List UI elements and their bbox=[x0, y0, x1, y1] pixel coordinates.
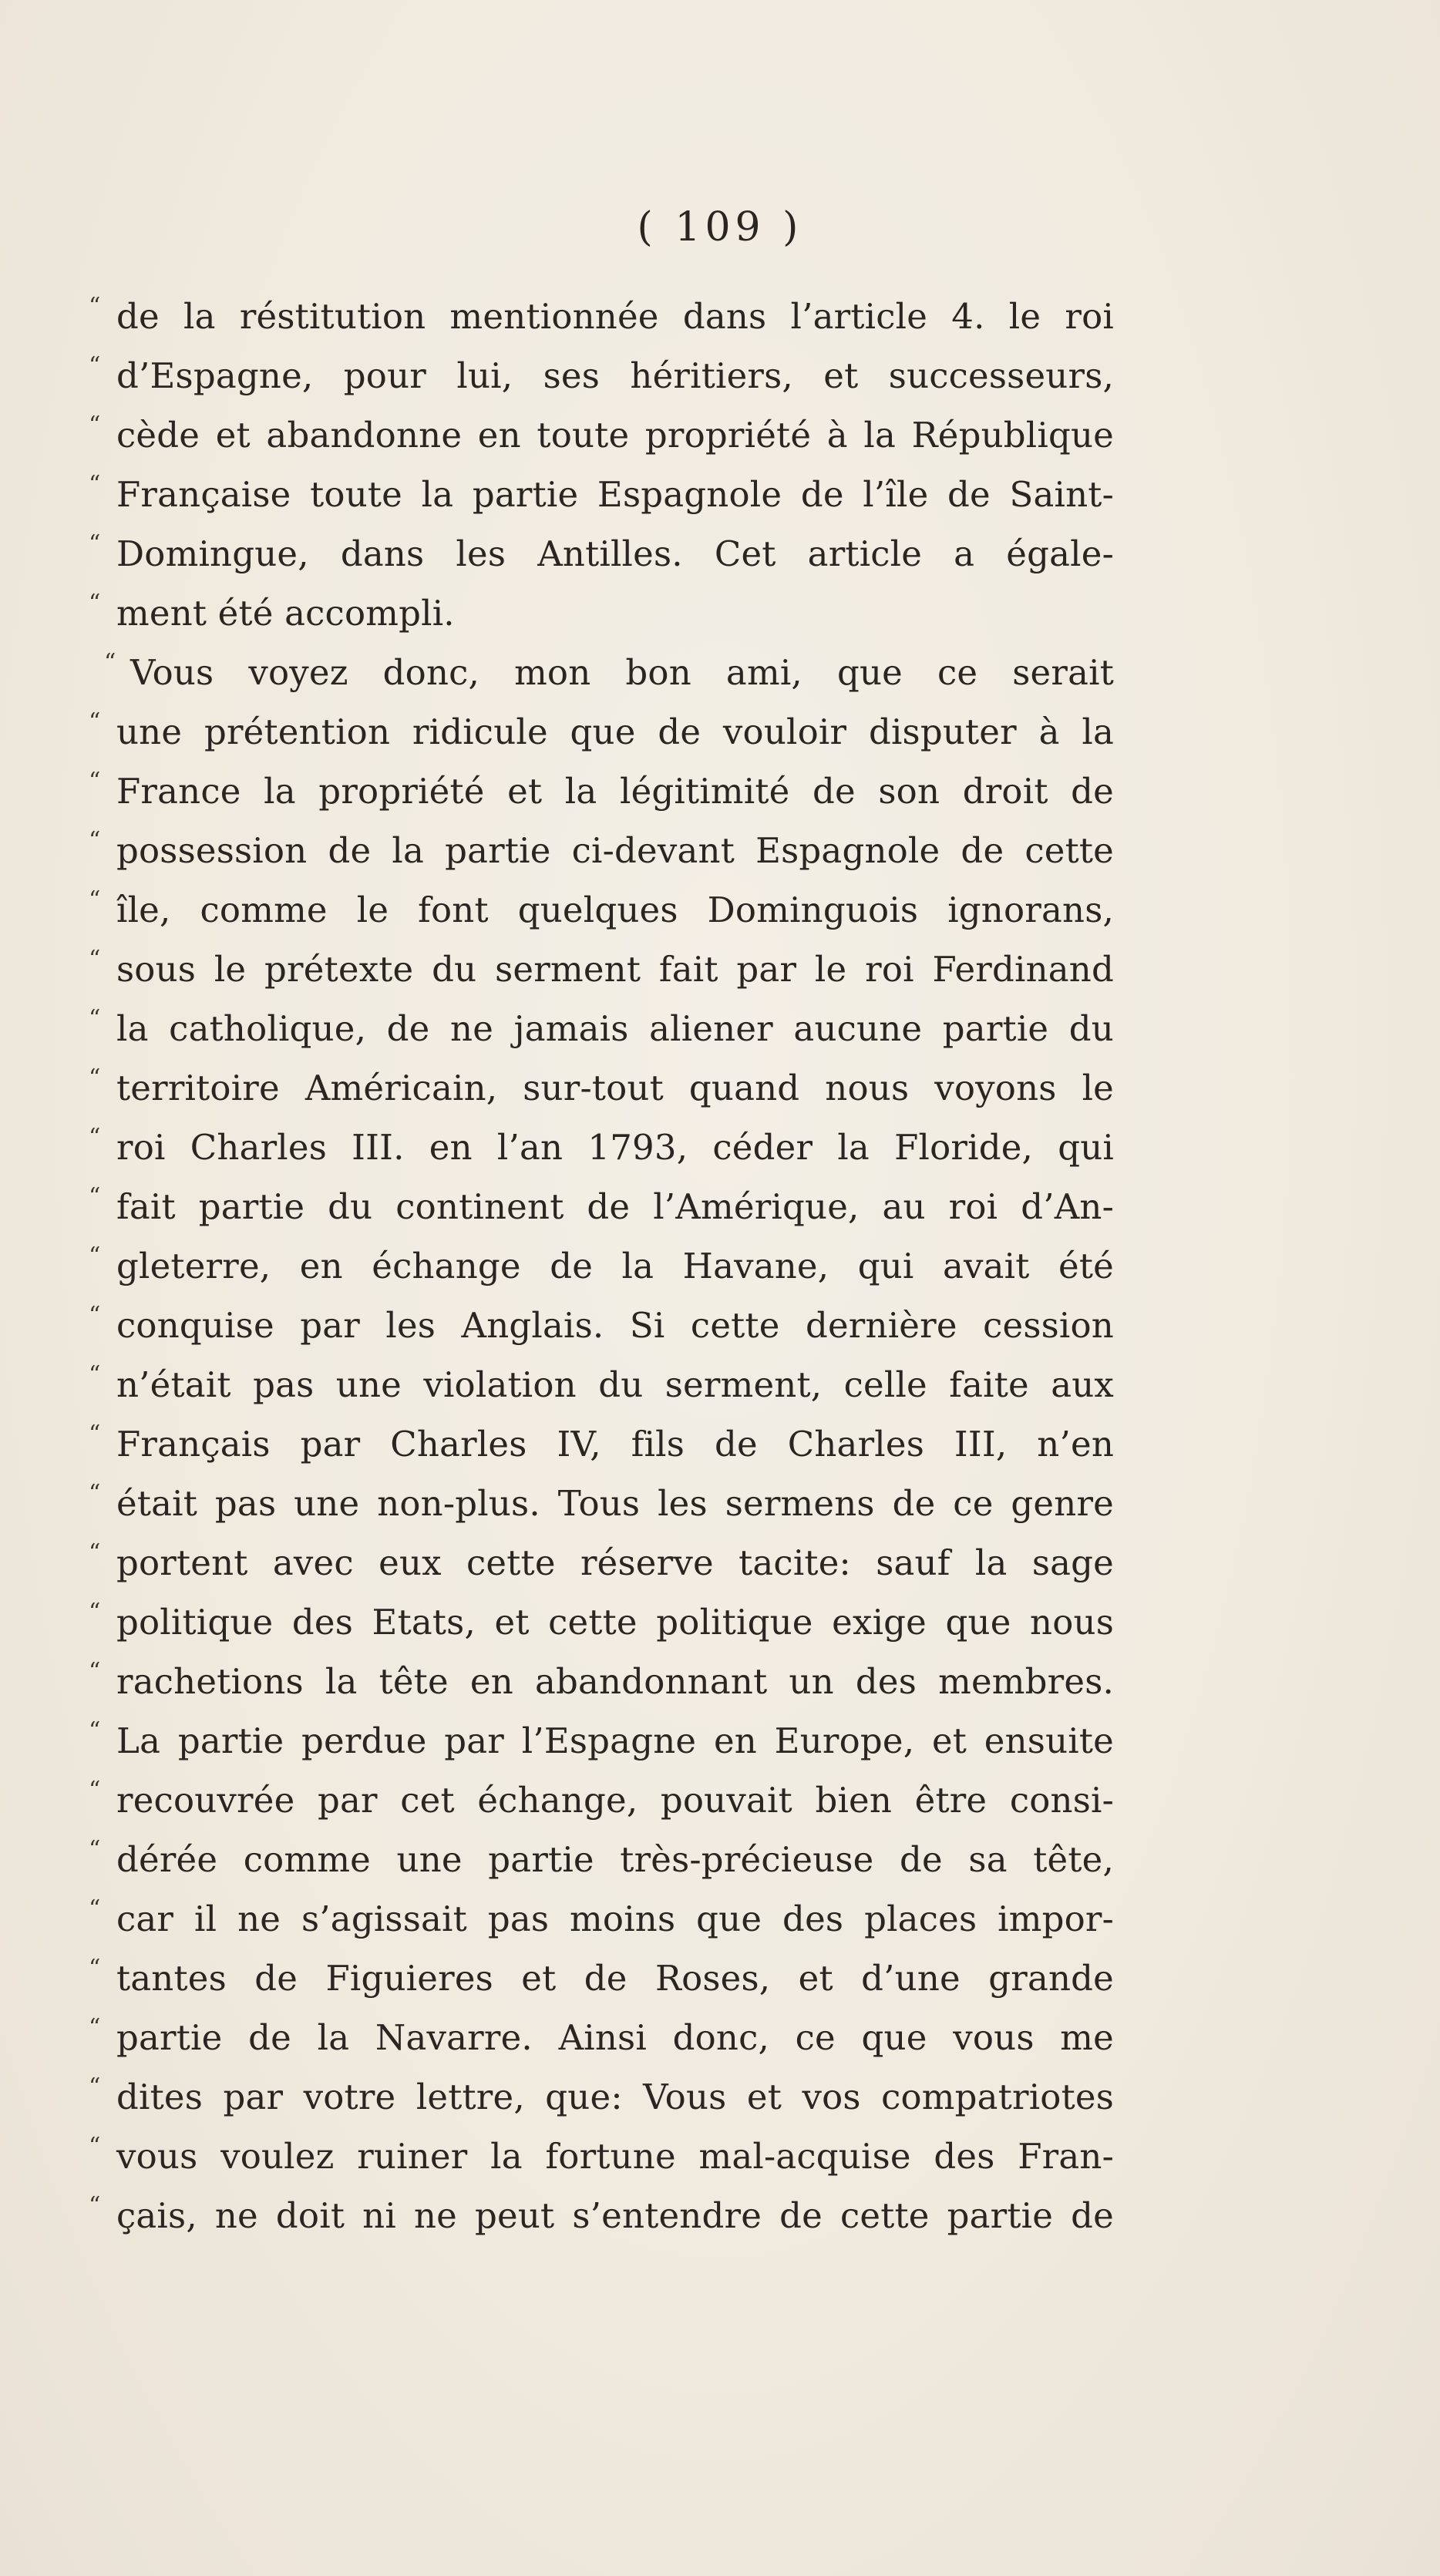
line-text: d’Espagne, pour lui, ses héritiers, et successeurs, bbox=[116, 355, 1114, 396]
line-text: rachetions la tête en abandonnant un des membres. bbox=[116, 1661, 1114, 1702]
line-text: île, comme le font quelques Dominguois ignorans, bbox=[116, 889, 1114, 930]
quote-mark: “ bbox=[89, 1421, 101, 1448]
line-text: dites par votre lettre, que: Vous et vos compatriotes bbox=[116, 2077, 1114, 2117]
text-line bbox=[89, 2067, 1114, 2127]
text-line bbox=[89, 762, 1114, 821]
text-line bbox=[89, 1296, 1114, 1355]
line-text: portent avec eux cette réserve tacite: sauf la sage bbox=[116, 1542, 1114, 1583]
quote-mark: “ bbox=[89, 1717, 101, 1744]
text-line bbox=[89, 1177, 1114, 1236]
line-text: gleterre, en échange de la Havane, qui avait été bbox=[116, 1246, 1114, 1286]
text-line bbox=[89, 2186, 1114, 2245]
line-text: vous voulez ruiner la fortune mal-acquise des Fran- bbox=[116, 2136, 1114, 2177]
line-text: tantes de Figuieres et de Roses, et d’une grande bbox=[116, 1958, 1114, 1999]
quote-mark: “ bbox=[89, 412, 101, 439]
line-text: dérée comme une partie très-précieuse de sa tête, bbox=[116, 1839, 1114, 1880]
quote-mark: “ bbox=[89, 1777, 101, 1804]
text-line bbox=[89, 1533, 1114, 1592]
quote-mark: “ bbox=[89, 1599, 101, 1626]
quote-mark: “ bbox=[89, 1302, 101, 1329]
quote-mark: “ bbox=[89, 1183, 101, 1210]
text-line bbox=[89, 880, 1114, 940]
line-text: recouvrée par cet échange, pouvait bien être consi- bbox=[116, 1780, 1114, 1821]
line-text: conquise par les Anglais. Si cette dernière cession bbox=[116, 1305, 1114, 1346]
quote-mark: “ bbox=[89, 1895, 101, 1922]
quote-mark: “ bbox=[89, 946, 101, 973]
quote-mark: “ bbox=[89, 1539, 101, 1566]
text-line bbox=[89, 287, 1114, 346]
line-text: Français par Charles IV, fils de Charles III, n’en bbox=[116, 1424, 1114, 1465]
line-text: politique des Etats, et cette politique exige que nous bbox=[116, 1602, 1114, 1643]
quote-mark: “ bbox=[89, 2192, 101, 2219]
line-text: ment été accompli. bbox=[116, 593, 455, 634]
line-text: la catholique, de ne jamais aliener aucune partie du bbox=[116, 1008, 1114, 1049]
line-text: cède et abandonne en toute propriété à la République bbox=[116, 415, 1114, 456]
text-line bbox=[89, 405, 1114, 465]
quote-mark: “ bbox=[89, 530, 101, 557]
line-text: car il ne s’agissait pas moins que des places impor- bbox=[116, 1898, 1114, 1939]
line-text: Vous voyez donc, mon bon ami, que ce serait bbox=[130, 652, 1114, 693]
quote-mark: “ bbox=[89, 471, 101, 498]
text-line bbox=[89, 524, 1114, 583]
text-line bbox=[89, 999, 1114, 1058]
text-line bbox=[89, 1414, 1114, 1474]
quote-mark: “ bbox=[89, 352, 101, 379]
line-text: n’était pas une violation du serment, celle faite aux bbox=[116, 1364, 1114, 1405]
quote-mark: “ bbox=[89, 293, 101, 320]
body-text bbox=[89, 287, 1114, 2245]
quote-mark: “ bbox=[89, 1955, 101, 1982]
quote-mark: “ bbox=[89, 1480, 101, 1507]
line-text: partie de la Navarre. Ainsi donc, ce que vous me bbox=[116, 2017, 1114, 2058]
line-text: France la propriété et la légitimité de son droit de bbox=[116, 771, 1114, 812]
line-text: Française toute la partie Espagnole de l’île de Saint- bbox=[116, 474, 1114, 515]
text-line bbox=[89, 940, 1114, 999]
text-line bbox=[89, 821, 1114, 880]
line-text: sous le prétexte du serment fait par le roi Ferdinand bbox=[116, 949, 1114, 990]
line-text: La partie perdue par l’Espagne en Europe, et ensuite bbox=[116, 1720, 1114, 1761]
quote-mark: “ bbox=[89, 768, 101, 795]
text-line bbox=[89, 465, 1114, 524]
line-text: territoire Américain, sur-tout quand nous voyons le bbox=[116, 1068, 1114, 1108]
quote-mark: “ bbox=[89, 1243, 101, 1270]
page-number: ( 109 ) bbox=[637, 204, 803, 251]
text-line bbox=[89, 346, 1114, 405]
text-line bbox=[89, 2008, 1114, 2067]
text-line bbox=[89, 1949, 1114, 2008]
text-line bbox=[89, 1771, 1114, 1830]
quote-mark: “ bbox=[89, 827, 101, 854]
quote-mark: “ bbox=[89, 2014, 101, 2041]
line-text: était pas une non-plus. Tous les sermens de ce genre bbox=[116, 1483, 1114, 1524]
quote-mark: “ bbox=[89, 1361, 101, 1388]
text-line bbox=[89, 1058, 1114, 1118]
line-text: de la réstitution mentionnée dans l’article 4. le roi bbox=[116, 296, 1114, 337]
line-text: çais, ne doit ni ne peut s’entendre de cette partie de bbox=[116, 2195, 1114, 2236]
text-line bbox=[89, 643, 1114, 702]
text-line bbox=[89, 702, 1114, 762]
text-line bbox=[89, 1830, 1114, 1889]
text-line bbox=[89, 1474, 1114, 1533]
quote-mark: “ bbox=[89, 590, 101, 617]
text-line bbox=[89, 1889, 1114, 1949]
line-text: fait partie du continent de l’Amérique, au roi d’An- bbox=[116, 1186, 1114, 1227]
quote-mark: “ bbox=[89, 1005, 101, 1032]
quote-mark: “ bbox=[89, 1124, 101, 1151]
text-line bbox=[89, 1118, 1114, 1177]
quote-mark: “ bbox=[89, 1064, 101, 1091]
quote-mark: “ bbox=[89, 1658, 101, 1685]
quote-mark: “ bbox=[89, 886, 101, 913]
quote-mark: “ bbox=[89, 708, 101, 735]
line-text: possession de la partie ci-devant Espagnole de cette bbox=[116, 830, 1114, 871]
quote-mark: “ bbox=[89, 1836, 101, 1863]
text-line bbox=[89, 1355, 1114, 1414]
text-line bbox=[89, 2127, 1114, 2186]
text-line bbox=[89, 1652, 1114, 1711]
text-line bbox=[89, 1236, 1114, 1296]
line-text: Domingue, dans les Antilles. Cet article a égale- bbox=[116, 533, 1114, 574]
text-line bbox=[89, 1711, 1114, 1771]
text-line bbox=[89, 1592, 1114, 1652]
text-line bbox=[89, 583, 1114, 643]
quote-mark: “ bbox=[89, 2133, 101, 2160]
line-text: une prétention ridicule que de vouloir disputer à la bbox=[116, 711, 1114, 752]
line-text: roi Charles III. en l’an 1793, céder la Floride, qui bbox=[116, 1127, 1114, 1168]
quote-mark: “ bbox=[89, 2073, 101, 2100]
quote-mark: “ bbox=[104, 649, 116, 676]
